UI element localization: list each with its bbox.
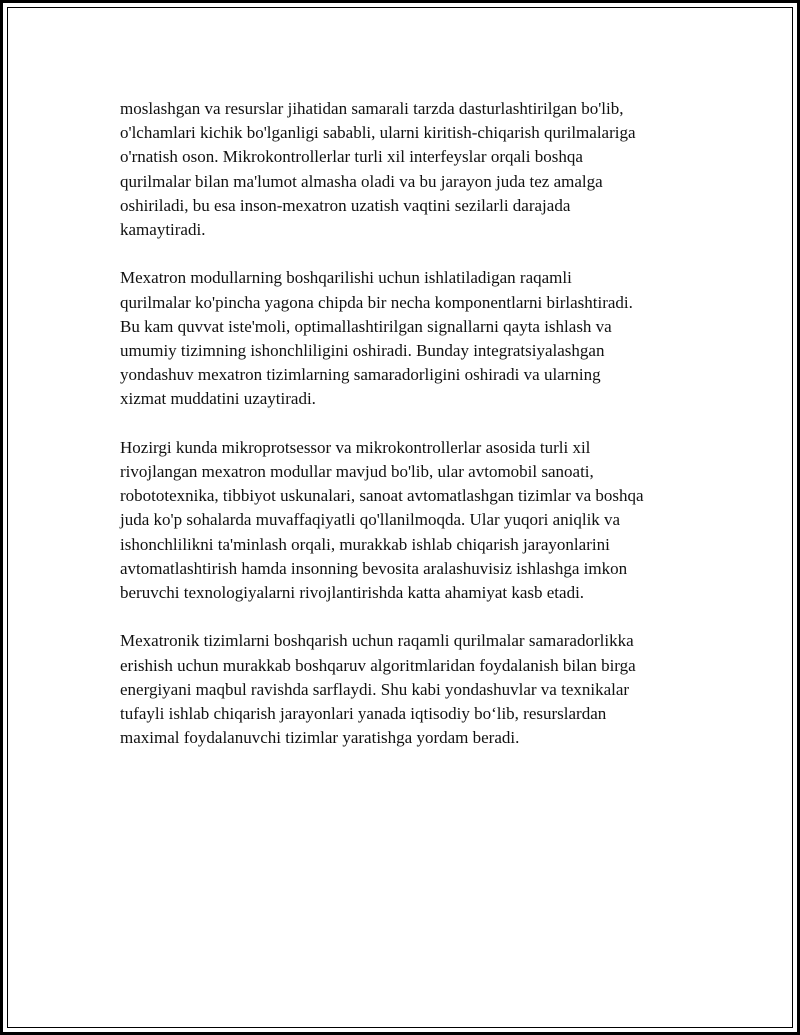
text-line: kamaytiradi. bbox=[120, 220, 206, 240]
text-line: yondashuv mexatron tizimlarning samaradorligini oshiradi va ularning bbox=[120, 365, 601, 385]
text-line: beruvchi texnologiyalarni rivojlantirishda katta ahamiyat kasb etadi. bbox=[120, 583, 585, 603]
text-line: o'rnatish oson. Mikrokontrollerlar turli xil interfeyslar orqali boshqa bbox=[120, 147, 583, 167]
text-line: xizmat muddatini uzaytiradi. bbox=[120, 389, 316, 409]
text-line: juda ko'p sohalarda muvaffaqiyatli qo'llanilmoqda. Ular yuqori aniqlik va bbox=[120, 510, 621, 530]
text-line: erishish uchun murakkab boshqaruv algoritmlaridan foydalanish bilan birga bbox=[120, 655, 636, 675]
paragraph-3 bbox=[120, 436, 700, 605]
text-line: Mexatronik tizimlarni boshqarish uchun raqamli qurilmalar samaradorlikka bbox=[120, 631, 634, 651]
text-line: Bu kam quvvat iste'moli, optimallashtirilgan signallarni qayta ishlash va bbox=[120, 316, 612, 336]
text-line: o'lchamlari kichik bo'lganligi sababli, ularni kiritish-chiqarish qurilmalariga bbox=[120, 123, 636, 143]
text-line: umumiy tizimning ishonchliligini oshiradi. Bunday integratsiyalashgan bbox=[120, 341, 605, 361]
text-line: robototexnika, tibbiyot uskunalari, sanoat avtomatlashgan tizimlar va boshqa bbox=[120, 486, 644, 506]
text-line: ishonchlilikni ta'minlash orqali, murakkab ishlab chiqarish jarayonlarini bbox=[120, 534, 610, 554]
text-line: energiyani maqbul ravishda sarflaydi. Shu kabi yondashuvlar va texnikalar bbox=[120, 679, 630, 699]
paragraph-2 bbox=[120, 266, 700, 411]
text-line: moslashgan va resurslar jihatidan samarali tarzda dasturlashtirilgan bo'lib, bbox=[120, 99, 624, 118]
document-body bbox=[120, 97, 700, 775]
text-line: oshiriladi, bu esa inson-mexatron uzatish vaqtini sezilarli darajada bbox=[120, 195, 571, 215]
paragraph-4 bbox=[120, 629, 700, 750]
text-line: qurilmalar bilan ma'lumot almasha oladi va bu jarayon juda tez amalga bbox=[120, 171, 603, 191]
text-line: Mexatron modullarning boshqarilishi uchun ishlatiladigan raqamli bbox=[120, 268, 572, 288]
text-line: avtomatlashtirish hamda insonning bevosita aralashuvisiz ishlashga imkon bbox=[120, 558, 628, 578]
text-line: maximal foydalanuvchi tizimlar yaratishga yordam beradi. bbox=[120, 728, 520, 748]
text-line: Hozirgi kunda mikroprotsessor va mikrokontrollerlar asosida turli xil bbox=[120, 437, 591, 457]
text-line: rivojlangan mexatron modullar mavjud bo'lib, ular avtomobil sanoati, bbox=[120, 462, 594, 482]
paragraph-1 bbox=[120, 97, 700, 242]
text-line: qurilmalar ko'pincha yagona chipda bir necha komponentlarni birlashtiradi. bbox=[120, 292, 633, 312]
text-line: tufayli ishlab chiqarish jarayonlari yanada iqtisodiy bo‘lib, resurslardan bbox=[120, 704, 607, 724]
